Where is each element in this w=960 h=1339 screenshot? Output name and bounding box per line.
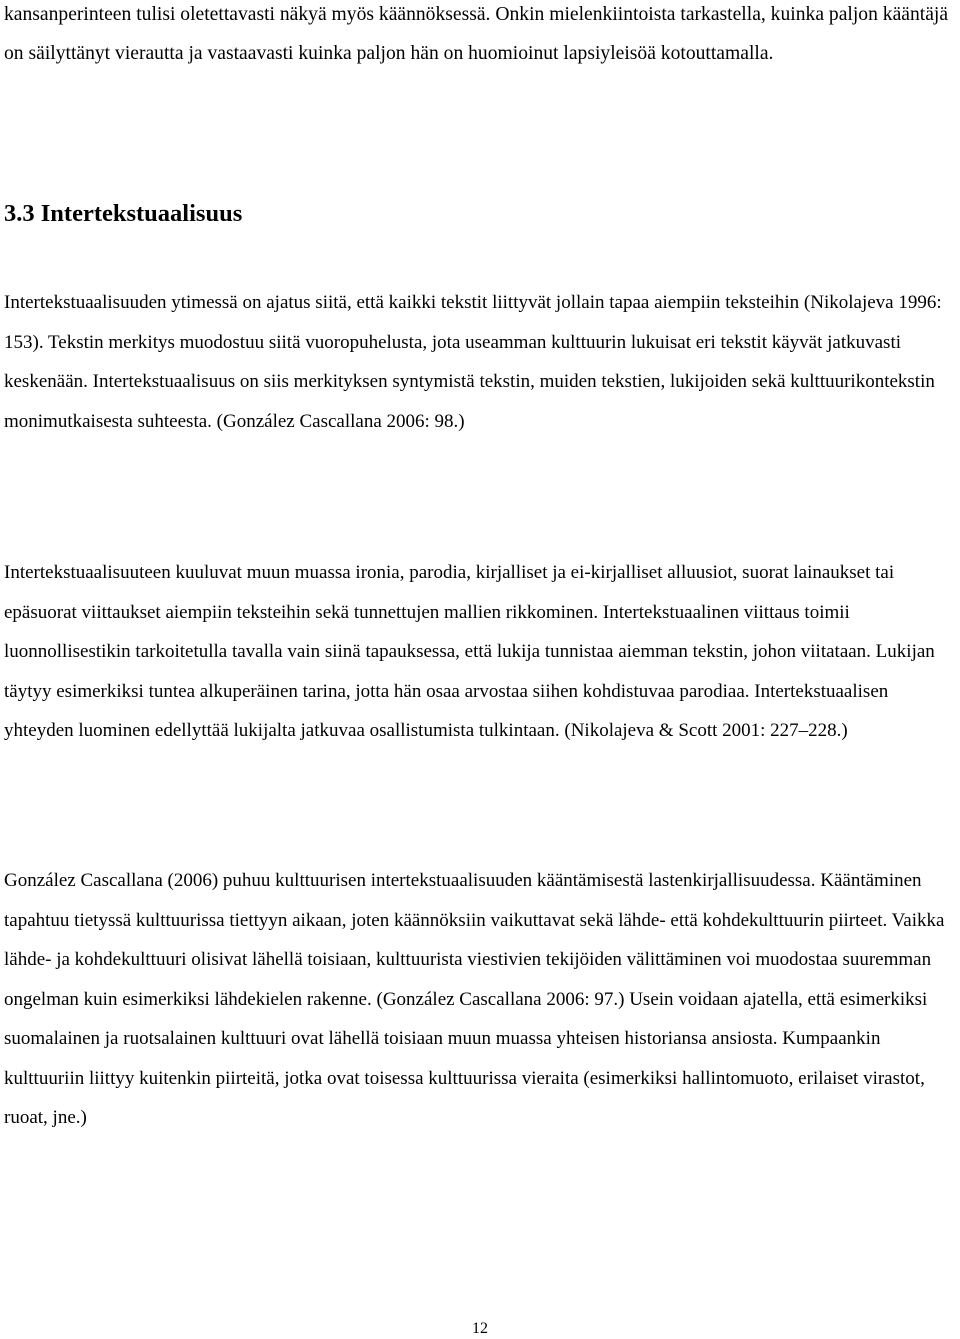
body-paragraph-3: González Cascallana (2006) puhuu kulttuurisen intertekstuaalisuuden kääntämisestä lastenkirjallisuudessa. Kääntäminen tapahtuu tietyssä kulttuurissa tiettyyn aikaan, joten käännöksiin vaikuttavat sekä lähde- että kohdekulttuurin piirteet. Vaikka lähde- ja kohdekulttuuri olisivat lähellä toisiaan, kulttuurista viestivien tekijöiden välittäminen voi muodostaa suuremman ongelman kuin esimerkiksi lähdekielen rakenne. (González Cascallana 2006: 97.) Usein voidaan ajatella, että esimerkiksi suomalainen ja ruotsalainen kulttuuri ovat lähellä toisiaan muun muassa yhteisen historiansa ansiosta. Kumpaankin kulttuuriin liittyy kuitenkin piirteitä, jotka ovat toisessa kulttuurissa vieraita (esimerkiksi hallintomuoto, erilaiset virastot, ruoat, jne.) [4,870,945,1128]
section-heading: 3.3 Intertekstuaalisuus [4,200,243,227]
body-paragraph-1: Intertekstuaalisuuden ytimessä on ajatus siitä, että kaikki tekstit liittyvät jollain tapaa aiempiin teksteihin (Nikolajeva 1996: 153). Tekstin merkitys muodostuu siitä vuoropuhelusta, jota useamman kulttuurin lukuisat eri tekstit käyvät jatkuvasti keskenään. Intertekstuaalisuus on siis merkityksen syntymistä tekstin, muiden tekstien, lukijoiden sekä kulttuurikontekstin monimutkaisesta suhteesta. (González Cascallana 2006: 98.) [4,292,942,432]
page-number: 12 [472,1320,488,1337]
intro-paragraph: kansanperinteen tulisi oletettavasti näkyä myös käännöksessä. Onkin mielenkiintoista tarkastella, kuinka paljon kääntäjä on säilyttänyt vierautta ja vastaavasti kuinka paljon hän on huomioinut lapsiyleisöä kotouttamalla. [4,4,949,64]
body-paragraph-2: Intertekstuaalisuuteen kuuluvat muun muassa ironia, parodia, kirjalliset ja ei-kirjalliset alluusiot, suorat lainaukset tai epäsuorat viittaukset aiempiin teksteihin sekä tunnettujen mallien rikkominen. Intertekstuaalinen viittaus toimii luonnollisestikin tarkoitetulla tavalla vain siinä tapauksessa, että lukija tunnistaa aiemman tekstin, johon viitataan. Lukijan täytyy esimerkiksi tuntea alkuperäinen tarina, jotta hän osaa arvostaa siihen kohdistuvaa parodiaa. Intertekstuaalisen yhteyden luominen edellyttää lukijalta jatkuvaa osallistumista tulkintaan. (Nikolajeva & Scott 2001: 227–228.) [4,562,935,741]
